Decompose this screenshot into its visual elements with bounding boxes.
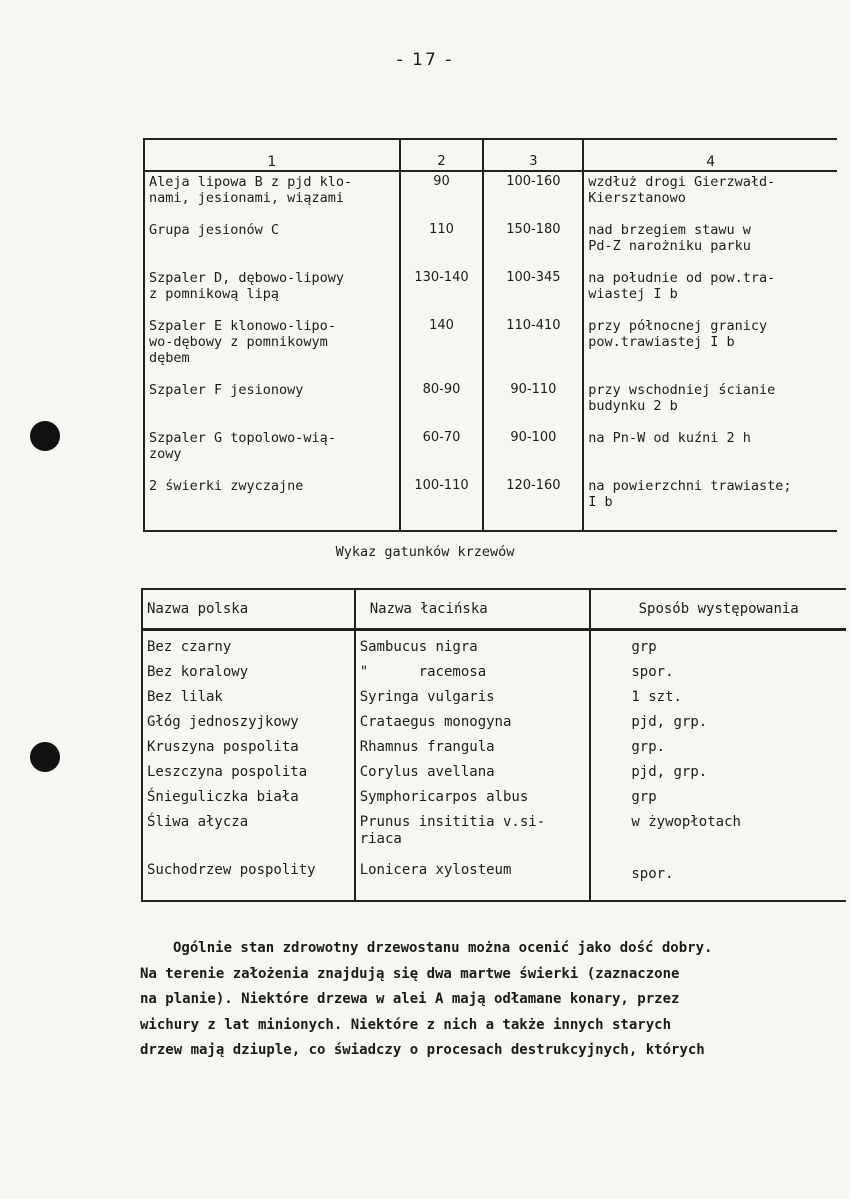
- shrub-occurrence: grp.: [590, 735, 846, 760]
- header-occurrence: Sposób występowania: [590, 589, 846, 630]
- tree-group-name: Szpaler D, dębowo-lipowy z pomnikową lipą: [144, 268, 400, 316]
- tree-location: wzdłuż drogi Gierzwałd- Kiersztanowo: [583, 171, 837, 220]
- shrubs-table-header: [142, 589, 846, 630]
- shrub-polish-name: Śliwa ałycza: [142, 810, 355, 858]
- table-row: [142, 630, 846, 661]
- tree-location: na powierzchni trawiaste; I b: [583, 476, 837, 531]
- table-row: [144, 171, 837, 220]
- trees-table-header: [144, 139, 837, 171]
- table-row: [144, 380, 837, 428]
- table-row: [142, 735, 846, 760]
- paragraph-line: na planie). Niektóre drzewa w alei A mają odłamane konary, przez: [140, 991, 680, 1007]
- shrub-polish-name: Głóg jednoszyjkowy: [142, 710, 355, 735]
- tree-col2-value: 80-90: [400, 380, 484, 428]
- tree-group-name: Szpaler G topolowo-wią- zowy: [144, 428, 400, 476]
- table-row: [142, 760, 846, 785]
- shrub-latin-name: Crataegus monogyna: [355, 710, 591, 735]
- shrub-occurrence: grp: [590, 630, 846, 661]
- shrub-polish-name: Bez koralowy: [142, 660, 355, 685]
- shrub-occurrence: spor.: [590, 858, 846, 901]
- tree-group-name: Szpaler E klonowo-lipo- wo-dębowy z pomnikowym dębem: [144, 316, 400, 380]
- section-title: Wykaz gatunków krzewów: [335, 544, 515, 560]
- tree-group-name: Aleja lipowa B z pjd klo- nami, jesionami, wiązami: [144, 171, 400, 220]
- table-row: [142, 710, 846, 735]
- tree-location: przy wschodniej ścianie budynku 2 b: [583, 380, 837, 428]
- shrub-polish-name: Kruszyna pospolita: [142, 735, 355, 760]
- table-row: [144, 268, 837, 316]
- shrub-occurrence: grp: [590, 785, 846, 810]
- shrub-occurrence: spor.: [590, 660, 846, 685]
- punch-hole: [30, 742, 60, 772]
- tree-col3-value: 100-160: [483, 171, 583, 220]
- table-row: [142, 858, 846, 901]
- shrub-latin-name: Symphoricarpos albus: [355, 785, 591, 810]
- table-row: [142, 810, 846, 858]
- header-latin-name: Nazwa łacińska: [355, 589, 591, 630]
- shrub-occurrence: pjd, grp.: [590, 760, 846, 785]
- header-col-3: 3: [483, 139, 583, 171]
- shrub-latin-name: Syringa vulgaris: [355, 685, 591, 710]
- table-row: [144, 316, 837, 380]
- tree-col2-value: 130-140: [400, 268, 484, 316]
- body-paragraph: [140, 936, 840, 1064]
- shrubs-table: [141, 588, 846, 902]
- shrub-occurrence: pjd, grp.: [590, 710, 846, 735]
- shrub-polish-name: Bez czarny: [142, 630, 355, 661]
- tree-location: na Pn-W od kuźni 2 h: [583, 428, 837, 476]
- header-col-1: 1: [144, 139, 400, 171]
- table-row: [144, 428, 837, 476]
- paragraph-line: Ogólnie stan zdrowotny drzewostanu można ocenić jako dość dobry.: [173, 940, 713, 956]
- shrub-polish-name: Suchodrzew pospolity: [142, 858, 355, 901]
- table-row: [144, 220, 837, 268]
- tree-col2-value: 110: [400, 220, 484, 268]
- shrub-polish-name: Śnieguliczka biała: [142, 785, 355, 810]
- table-row: [144, 476, 837, 531]
- header-polish-name: Nazwa polska: [142, 589, 355, 630]
- shrub-occurrence: 1 szt.: [590, 685, 846, 710]
- paragraph-line: Na terenie założenia znajdują się dwa martwe świerki (zaznaczone: [140, 965, 680, 982]
- paragraph-line: drzew mają dziuple, co świadczy o procesach destrukcyjnych, których: [140, 1042, 705, 1058]
- tree-col2-value: 60-70: [400, 428, 484, 476]
- tree-col2-value: 140: [400, 316, 484, 380]
- trees-table: [143, 138, 837, 532]
- shrub-polish-name: Bez lilak: [142, 685, 355, 710]
- shrub-polish-name: Leszczyna pospolita: [142, 760, 355, 785]
- paragraph-line: wichury z lat minionych. Niektóre z nich a także innych starych: [140, 1016, 672, 1033]
- tree-col3-value: 100-345: [483, 268, 583, 316]
- shrub-latin-name: Prunus insititia v.si- riaca: [355, 810, 591, 858]
- shrub-latin-name: Corylus avellana: [355, 760, 591, 785]
- table-row: [142, 685, 846, 710]
- tree-col3-value: 110-410: [483, 316, 583, 380]
- tree-col3-value: 150-180: [483, 220, 583, 268]
- shrub-latin-name: " racemosa: [355, 660, 591, 685]
- tree-group-name: 2 świerki zwyczajne: [144, 476, 400, 531]
- table-row: [142, 660, 846, 685]
- shrub-latin-name: Rhamnus frangula: [355, 735, 591, 760]
- punch-hole: [30, 421, 60, 451]
- tree-col3-value: 120-160: [483, 476, 583, 531]
- shrub-latin-name: Sambucus nigra: [355, 630, 591, 661]
- page-number: - 17 -: [396, 50, 454, 70]
- shrub-occurrence: w żywopłotach: [590, 810, 846, 858]
- tree-col2-value: 100-110: [400, 476, 484, 531]
- header-col-4: 4: [583, 139, 837, 171]
- tree-col3-value: 90-100: [483, 428, 583, 476]
- header-col-2: 2: [400, 139, 484, 171]
- tree-group-name: Grupa jesionów C: [144, 220, 400, 268]
- shrub-latin-name: Lonicera xylosteum: [355, 858, 591, 901]
- tree-location: przy północnej granicy pow.trawiastej I b: [583, 316, 837, 380]
- table-row: [142, 785, 846, 810]
- tree-group-name: Szpaler F jesionowy: [144, 380, 400, 428]
- tree-col3-value: 90-110: [483, 380, 583, 428]
- tree-col2-value: 90: [400, 171, 484, 220]
- tree-location: na południe od pow.tra- wiastej I b: [583, 268, 837, 316]
- tree-location: nad brzegiem stawu w Pd-Z narożniku parku: [583, 220, 837, 268]
